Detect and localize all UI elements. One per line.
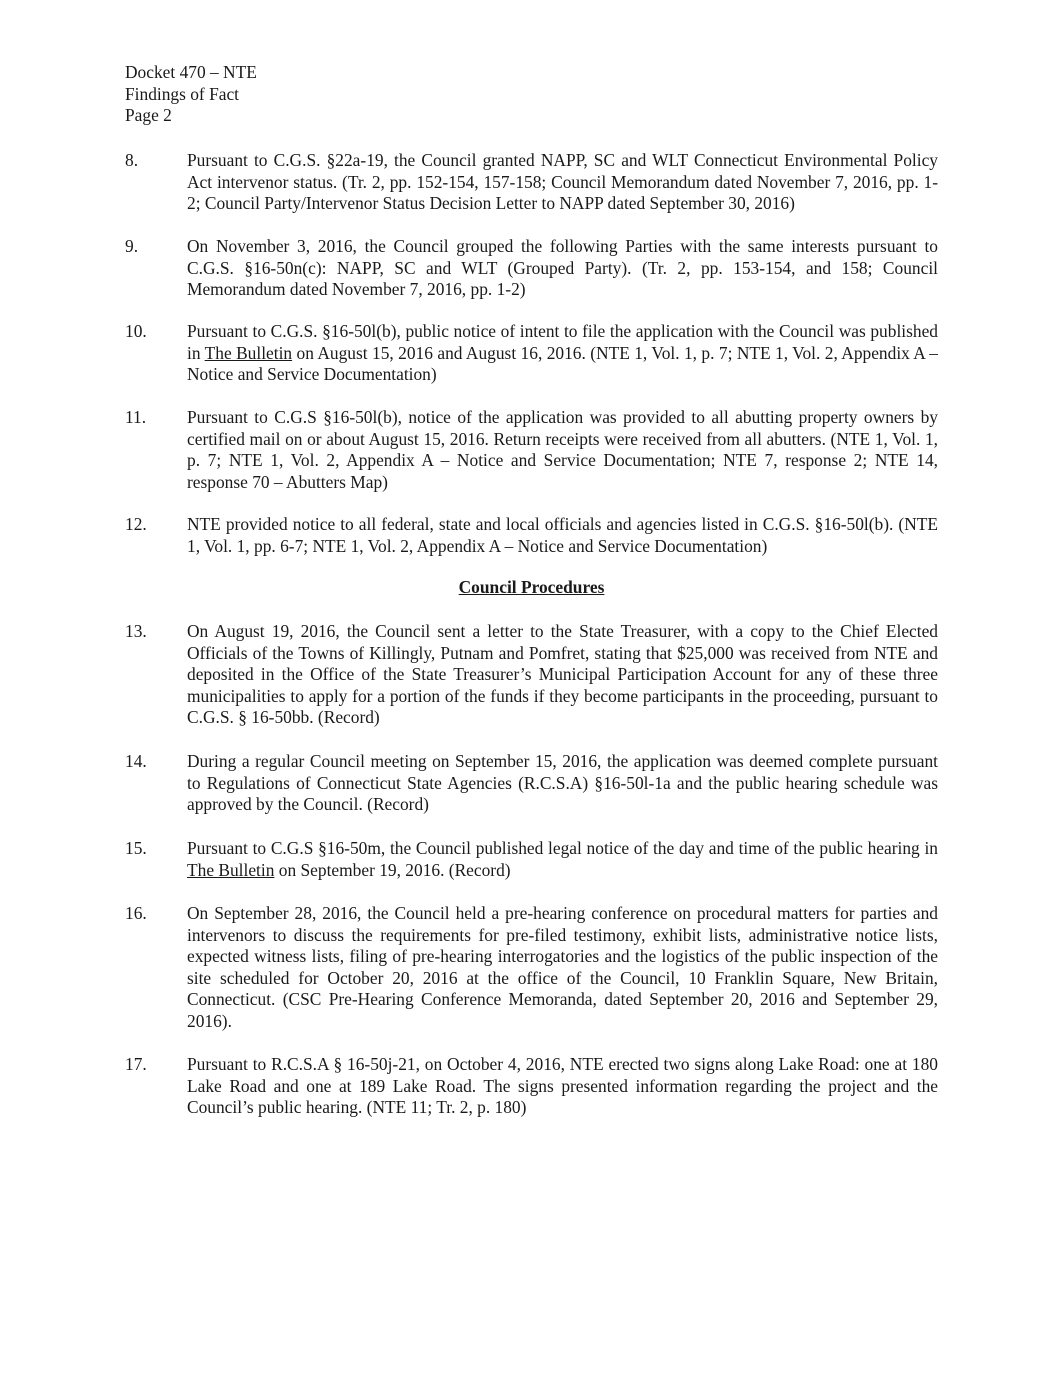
finding-item	[125, 150, 938, 215]
finding-number: 8.	[125, 150, 139, 170]
page-number: Page 2	[125, 105, 172, 125]
finding-text: On September 28, 2016, the Council held a pre-hearing conference on procedural matters for parties and intervenors to discuss the requirements for pre-filed testimony, exhibit lists, administrative notice lists, expected witness lists, filing of pre-hearing interrogatories and the logistics of the public inspection of the site scheduled for October 20, 2016 at the office of the Council, 10 Franklin Square, New Britain, Connecticut. (CSC Pre-Hearing Conference Memoranda, dated September 20, 2016 and September 29, 2016).	[187, 903, 938, 1031]
finding-number: 13.	[125, 621, 147, 641]
finding-text-part: on August 15, 2016 and August 16, 2016. (NTE 1, Vol. 1, p. 7; NTE 1, Vol. 2, Appendix A – Notice and Service Documentation)	[187, 342, 938, 384]
finding-text: Pursuant to R.C.S.A § 16-50j-21, on October 4, 2016, NTE erected two signs along Lake Road: one at 180 Lake Road and one at 189 Lake Road. The signs presented information regarding the project and the Council’s public hearing. (NTE 11; Tr. 2, p. 180)	[187, 1054, 938, 1117]
finding-item	[125, 903, 938, 1032]
finding-item	[125, 838, 938, 881]
finding-item	[125, 407, 938, 493]
publication-name: The Bulletin	[187, 859, 275, 880]
finding-text-part: Pursuant to C.G.S. §16-50l(b), public notice of intent to file the application with the Council was published in	[187, 321, 938, 363]
finding-number: 15.	[125, 838, 147, 858]
finding-number: 11.	[125, 407, 147, 427]
finding-text: On November 3, 2016, the Council grouped the following Parties with the same interests pursuant to C.G.S. §16-50n(c): NAPP, SC and WLT (Grouped Party). (Tr. 2, pp. 153-154, and 158; Council Memorandum dated November 7, 2016, pp. 1-2)	[187, 236, 938, 299]
finding-text: On August 19, 2016, the Council sent a letter to the State Treasurer, with a copy to the Chief Elected Officials of the Towns of Killingly, Putnam and Pomfret, stating that $25,000 was received from NTE and deposited in the Office of the State Treasurer’s Municipal Participation Account for any of these three municipalities to apply for a portion of the funds if they become participants in the proceeding, pursuant to C.G.S. § 16-50bb. (Record)	[187, 621, 938, 727]
finding-number: 16.	[125, 903, 147, 923]
finding-number: 12.	[125, 514, 147, 534]
finding-number: 17.	[125, 1054, 147, 1074]
finding-item	[125, 236, 938, 301]
docket-number: Docket 470 – NTE	[125, 62, 257, 82]
page-header	[125, 62, 525, 127]
finding-item	[125, 1054, 938, 1119]
finding-number: 14.	[125, 751, 147, 771]
finding-text-part: Pursuant to C.G.S §16-50m, the Council published legal notice of the day and time of the public hearing in	[187, 838, 938, 858]
finding-item	[125, 751, 938, 816]
finding-text: During a regular Council meeting on September 15, 2016, the application was deemed complete pursuant to Regulations of Connecticut State Agencies (R.C.S.A) §16-50l-1a and the public hearing schedule was approved by the Council. (Record)	[187, 751, 938, 814]
finding-item	[125, 621, 938, 729]
finding-number: 9.	[125, 236, 139, 256]
finding-text: NTE provided notice to all federal, state and local officials and agencies listed in C.G.S. §16-50l(b). (NTE 1, Vol. 1, pp. 6-7; NTE 1, Vol. 2, Appendix A – Notice and Service Documentation)	[187, 514, 938, 556]
section-heading: Council Procedures	[458, 577, 605, 597]
finding-text	[187, 838, 938, 881]
finding-number: 10.	[125, 321, 147, 341]
finding-text: Pursuant to C.G.S. §22a-19, the Council granted NAPP, SC and WLT Connecticut Environmental Policy Act intervenor status. (Tr. 2, pp. 152-154, 157-158; Council Memorandum dated November 7, 2016, pp. 1-2; Council Party/Intervenor Status Decision Letter to NAPP dated September 30, 2016)	[187, 150, 938, 213]
finding-item	[125, 321, 938, 386]
finding-text: Pursuant to C.G.S §16-50l(b), notice of the application was provided to all abutting property owners by certified mail on or about August 15, 2016. Return receipts were received from all abutters. (NTE 1, Vol. 1, p. 7; NTE 1, Vol. 2, Appendix A – Notice and Service Documentation; NTE 7, response 2; NTE 14, response 70 – Abutters Map)	[187, 407, 938, 492]
finding-text	[187, 321, 938, 386]
finding-text-part: on September 19, 2016. (Record)	[274, 859, 511, 880]
document-title: Findings of Fact	[125, 83, 240, 104]
publication-name: The Bulletin	[204, 342, 293, 363]
finding-item	[125, 514, 938, 557]
